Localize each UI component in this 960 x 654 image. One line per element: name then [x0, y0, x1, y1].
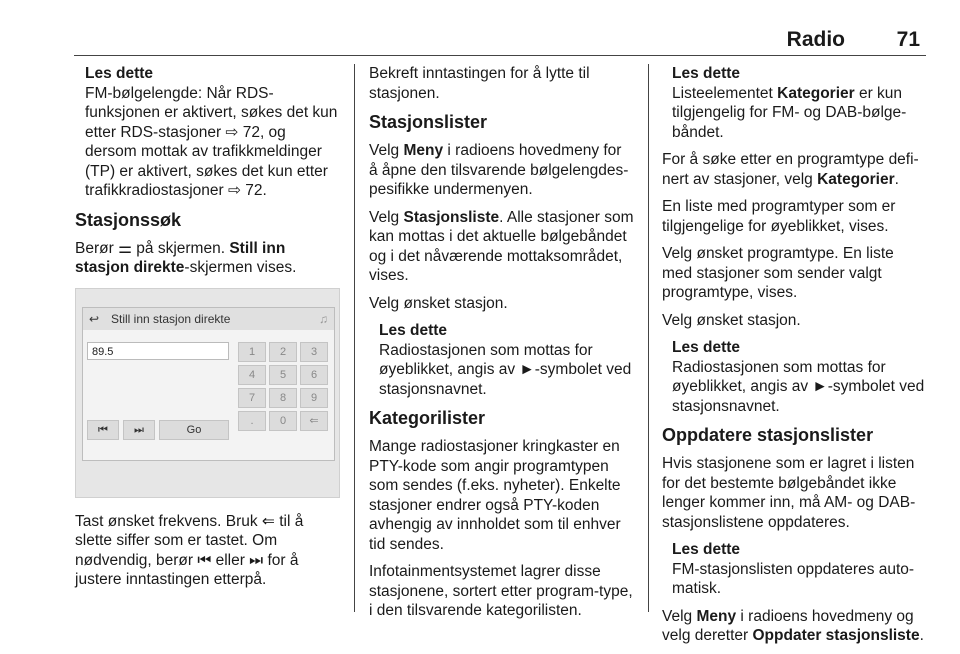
bold-term: Kategorier: [777, 84, 855, 102]
seek-back-icon: ⏮: [87, 420, 119, 440]
screenshot-figure: [75, 288, 340, 498]
key: 9: [300, 388, 328, 408]
paragraph: [75, 239, 340, 278]
note-box: [672, 540, 927, 599]
text: -skjermen vises.: [184, 259, 297, 276]
note-box: [379, 321, 634, 399]
column-divider: [354, 64, 355, 612]
note-box: [672, 338, 927, 416]
paragraph: Velg ønsket stasjon.: [662, 311, 801, 329]
key: 7: [238, 388, 266, 408]
paragraph: Tast ønsket frekvens. Bruk ⇐ til å slette siffer som er tastet. Om nødvendig, berør ⏮ eller ⏭ for å justere inntastingen etterpå.: [75, 512, 304, 588]
text: i radioens hovedmeny og velg deretter: [662, 607, 914, 644]
text: Berør: [75, 239, 114, 257]
go-button: Go: [159, 420, 229, 440]
paragraph: Mange radiostasjoner kringkaster en PTY-kode som angir programtypen som sendes (f.eks. nyheter). Enkelte stasjoner endrer også PTY-koden avhengig av innholdet som til enhver tid sendes.: [369, 438, 621, 553]
paragraph: Velg ønsket stasjon.: [369, 294, 508, 312]
tune-icon: ⚌: [118, 239, 132, 257]
key: 8: [269, 388, 297, 408]
heading-stasjonslister: Stasjonslister: [369, 112, 488, 132]
note-title: Les dette: [379, 322, 448, 339]
note-title: Les dette: [85, 65, 154, 82]
paragraph: Infotainmentsystemet lagrer disse stasjonene, sortert etter program-type, i den tilsvarende kategorilisten.: [369, 563, 633, 619]
bold-term: Kategorier: [817, 170, 895, 188]
key: 0: [269, 411, 297, 431]
text: Listeelementet: [672, 84, 773, 102]
seek-forward-icon: ⏭: [123, 420, 155, 440]
back-icon: ↩: [89, 311, 100, 326]
bold-term: Stasjonsliste: [403, 208, 500, 226]
heading-stasjonssok: Stasjonssøk: [75, 209, 182, 230]
paragraph: [369, 208, 634, 286]
text: .: [919, 627, 924, 644]
column-2: [369, 64, 634, 629]
text: i radioens hovedmeny for å åpne den tilsvarende bølgelengdes-pesifikke undermenyen.: [369, 142, 629, 198]
heading-kategorilister: Kategorilister: [369, 408, 486, 428]
text: For å søke etter en programtype defi-nert av stasjoner, velg: [662, 151, 919, 188]
key: 3: [300, 342, 328, 362]
paragraph: Hvis stasjonene som er lagret i listen for det bestemte bølgebåndet ikke lenger kommer inn, må AM- og DAB-stasjonslistene oppdateres.: [662, 455, 916, 531]
key: 1: [238, 342, 266, 362]
note-title: Les dette: [672, 65, 741, 82]
text: er kun tilgjengelig for FM- og DAB-bølge-båndet.: [672, 84, 907, 141]
key: ⇐: [300, 411, 328, 431]
column-divider: [648, 64, 649, 612]
heading-oppdatere: Oppdatere stasjonslister: [662, 425, 874, 445]
bold-term: Still inn stasjon direkte: [75, 239, 286, 276]
key: 6: [300, 365, 328, 385]
column-3: [662, 64, 927, 654]
note-text: FM-stasjonslisten oppdateres auto-matisk.: [672, 560, 915, 597]
text: på skjermen.: [136, 239, 226, 257]
note-box: [672, 64, 927, 142]
paragraph: [662, 607, 927, 646]
note-title: Les dette: [672, 339, 741, 356]
note-text: FM-bølgelengde: Når RDS-funksjonen er aktivert, søkes det kun etter RDS-stasjoner ⇨ 72, og dersom mottak av trafikkmeldinger (TP) er aktivert, søkes det kun etter trafikkradiostasjoner ⇨ 72.: [85, 84, 338, 199]
section-title: Radio: [786, 28, 845, 51]
screen-title-bar: [83, 308, 334, 330]
bold-term: Meny: [696, 607, 737, 625]
music-note-icon: ♫: [319, 311, 328, 326]
radio-screen: [82, 307, 335, 461]
page-header: [0, 0, 960, 56]
key: .: [238, 411, 266, 431]
key: 2: [269, 342, 297, 362]
text: Velg: [369, 142, 400, 159]
paragraph: Velg ønsket programtype. En liste med stasjoner som sender valgt programtype, vises.: [662, 245, 894, 301]
column-1: [75, 64, 340, 598]
paragraph: En liste med programtyper som er tilgjengelige for øyeblikket, vises.: [662, 198, 896, 235]
paragraph: [369, 141, 634, 200]
note-text: Radiostasjonen som mottas for øyeblikket, angis av ►-symbolet ved stasjonsnavnet.: [672, 358, 925, 415]
screen-title: Still inn stasjon direkte: [111, 311, 231, 326]
text: .: [894, 170, 899, 188]
paragraph: Bekreft inntastingen for å lytte til stasjonen.: [369, 65, 590, 102]
text: Velg: [662, 607, 693, 625]
page-number: 71: [896, 28, 920, 51]
bold-term: Oppdater stasjonsliste: [752, 627, 920, 644]
paragraph: [662, 150, 927, 189]
text: . Alle stasjoner som kan mottas i det aktuelle bølgebåndet og i det nåværende mottaksområdet, vises.: [369, 208, 634, 284]
key: 4: [238, 365, 266, 385]
bold-term: Meny: [403, 142, 444, 159]
note-text: Radiostasjonen som mottas for øyeblikket, angis av ►-symbolet ved stasjonsnavnet.: [379, 341, 632, 398]
note-title: Les dette: [672, 541, 741, 558]
note-box: [85, 64, 340, 201]
key: 5: [269, 365, 297, 385]
header-rule: [74, 55, 926, 56]
text: Velg: [369, 208, 400, 226]
frequency-field: 89.5: [87, 342, 229, 360]
